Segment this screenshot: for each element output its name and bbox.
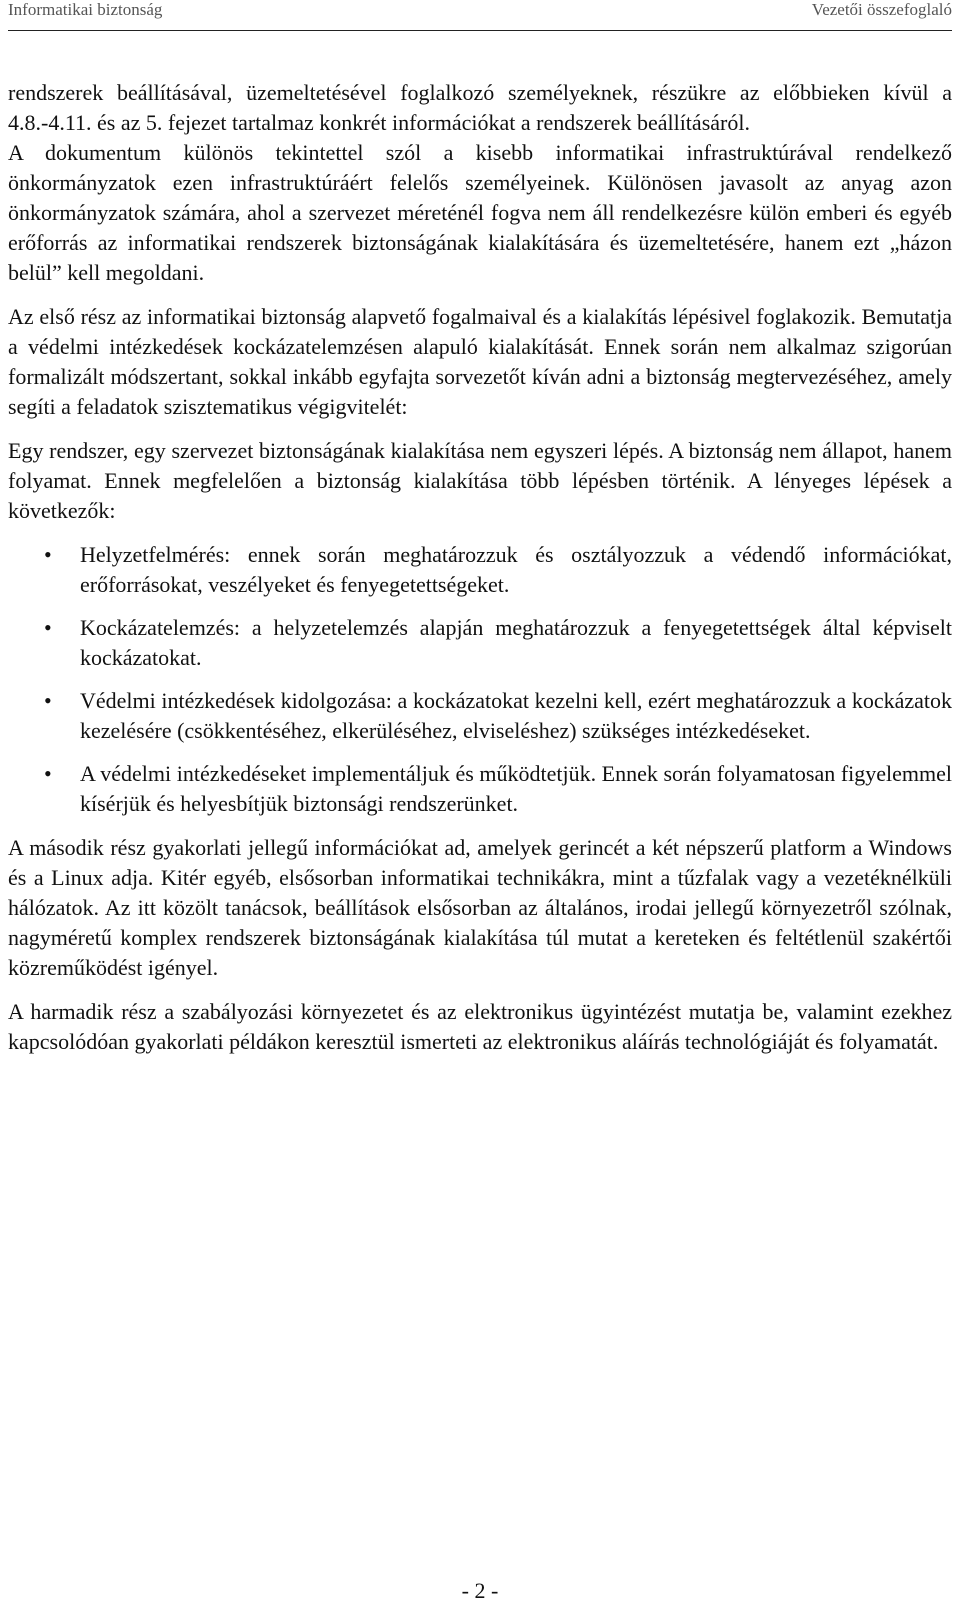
list-item-text: Kockázatelemzés: a helyzetelemzés alapján meghatározzuk a fenyegetettségek által képviselt kockázatokat. xyxy=(80,615,952,670)
list-item-text: Helyzetfelmérés: ennek során meghatározzuk és osztályozzuk a védendő információkat, erőforrásokat, veszélyeket és fenyegetettségeket. xyxy=(80,542,952,597)
paragraph-target-audience: A dokumentum különös tekintettel szól a kisebb informatikai infrastruktúrával rendelkező önkormányzatok ezen infrastruktúráért felelős személyeinek. Különösen javasolt az anyag azon önkormányzatok számára, ahol a szervezet méreténél fogva nem áll rendelkezésre külön emberi és egyéb erőforrás az informatikai rendszerek biztonságának kialakítására és üzemeltetésére, hanem ezt „házon belül” kell megoldani. xyxy=(8,140,952,285)
paragraph-intro-continuation: rendszerek beállításával, üzemeltetésével foglalkozó személyeknek, részükre az előbbieken kívül a 4.8.-4.11. és az 5. fejezet tartalmaz konkrét információkat a rendszerek beállításáról. xyxy=(8,80,952,135)
list-item xyxy=(8,540,952,600)
list-item xyxy=(8,759,952,819)
bullet-icon: • xyxy=(44,615,52,640)
bullet-icon: • xyxy=(44,688,52,713)
list-item-text: Védelmi intézkedések kidolgozása: a kockázatokat kezelni kell, ezért meghatározzuk a kockázatok kezelésére (csökkentéséhez, elkerüléséhez, elviseléshez) szükséges intézkedéseket. xyxy=(80,688,952,743)
list-item xyxy=(8,613,952,673)
bullet-icon: • xyxy=(44,761,52,786)
paragraph-security-process: Egy rendszer, egy szervezet biztonságának kialakítása nem egyszeri lépés. A biztonság nem állapot, hanem folyamat. Ennek megfelelően a biztonság kialakítása több lépésben történik. A lényeges lépések a következők: xyxy=(8,438,952,523)
header-document-title: Informatikai biztonság xyxy=(8,0,163,19)
list-item xyxy=(8,686,952,746)
page-number: - 2 - xyxy=(461,1578,499,1603)
paragraph-part-two: A második rész gyakorlati jellegű információkat ad, amelyek gerincét a két népszerű platform a Windows és a Linux adja. Kitér egyéb, elsősorban informatikai technikákra, mint a tűzfalak vagy a vezetéknélküli hálózatok. Az itt közölt tanácsok, beállítások elsősorban az általános, irodai jellegű környezetről szólnak, nagyméretű komplex rendszerek biztonságának kialakítása túl mutat a kereteken és feltétlenül szakértői közreműködést igényel. xyxy=(8,835,952,980)
paragraph-part-three: A harmadik rész a szabályozási környezetet és az elektronikus ügyintézést mutatja be, valamint ezekhez kapcsolódóan gyakorlati példákon keresztül ismerteti az elektronikus aláírás technológiáját és folyamatát. xyxy=(8,999,952,1054)
list-item-text: A védelmi intézkedéseket implementáljuk és működtetjük. Ennek során folyamatosan figyelemmel kísérjük és helyesbítjük biztonsági rendszerünket. xyxy=(80,761,952,816)
running-header xyxy=(8,0,952,31)
security-steps-list xyxy=(8,540,952,819)
paragraph-part-one: Az első rész az informatikai biztonság alapvető fogalmaival és a kialakítás lépésivel foglakozik. Bemutatja a védelmi intézkedések kockázatelemzésen alapuló kialakítását. Ennek során nem alkalmaz szigorúan formalizált módszertant, sokkal inkább egyfajta sorvezetőt kíván adni a biztonság megtervezéséhez, amely segíti a feladatok szisztematikus végigvitelét: xyxy=(8,304,952,419)
document-body xyxy=(8,78,952,1071)
header-section-title: Vezetői összefoglaló xyxy=(811,0,952,19)
bullet-icon: • xyxy=(44,542,52,567)
